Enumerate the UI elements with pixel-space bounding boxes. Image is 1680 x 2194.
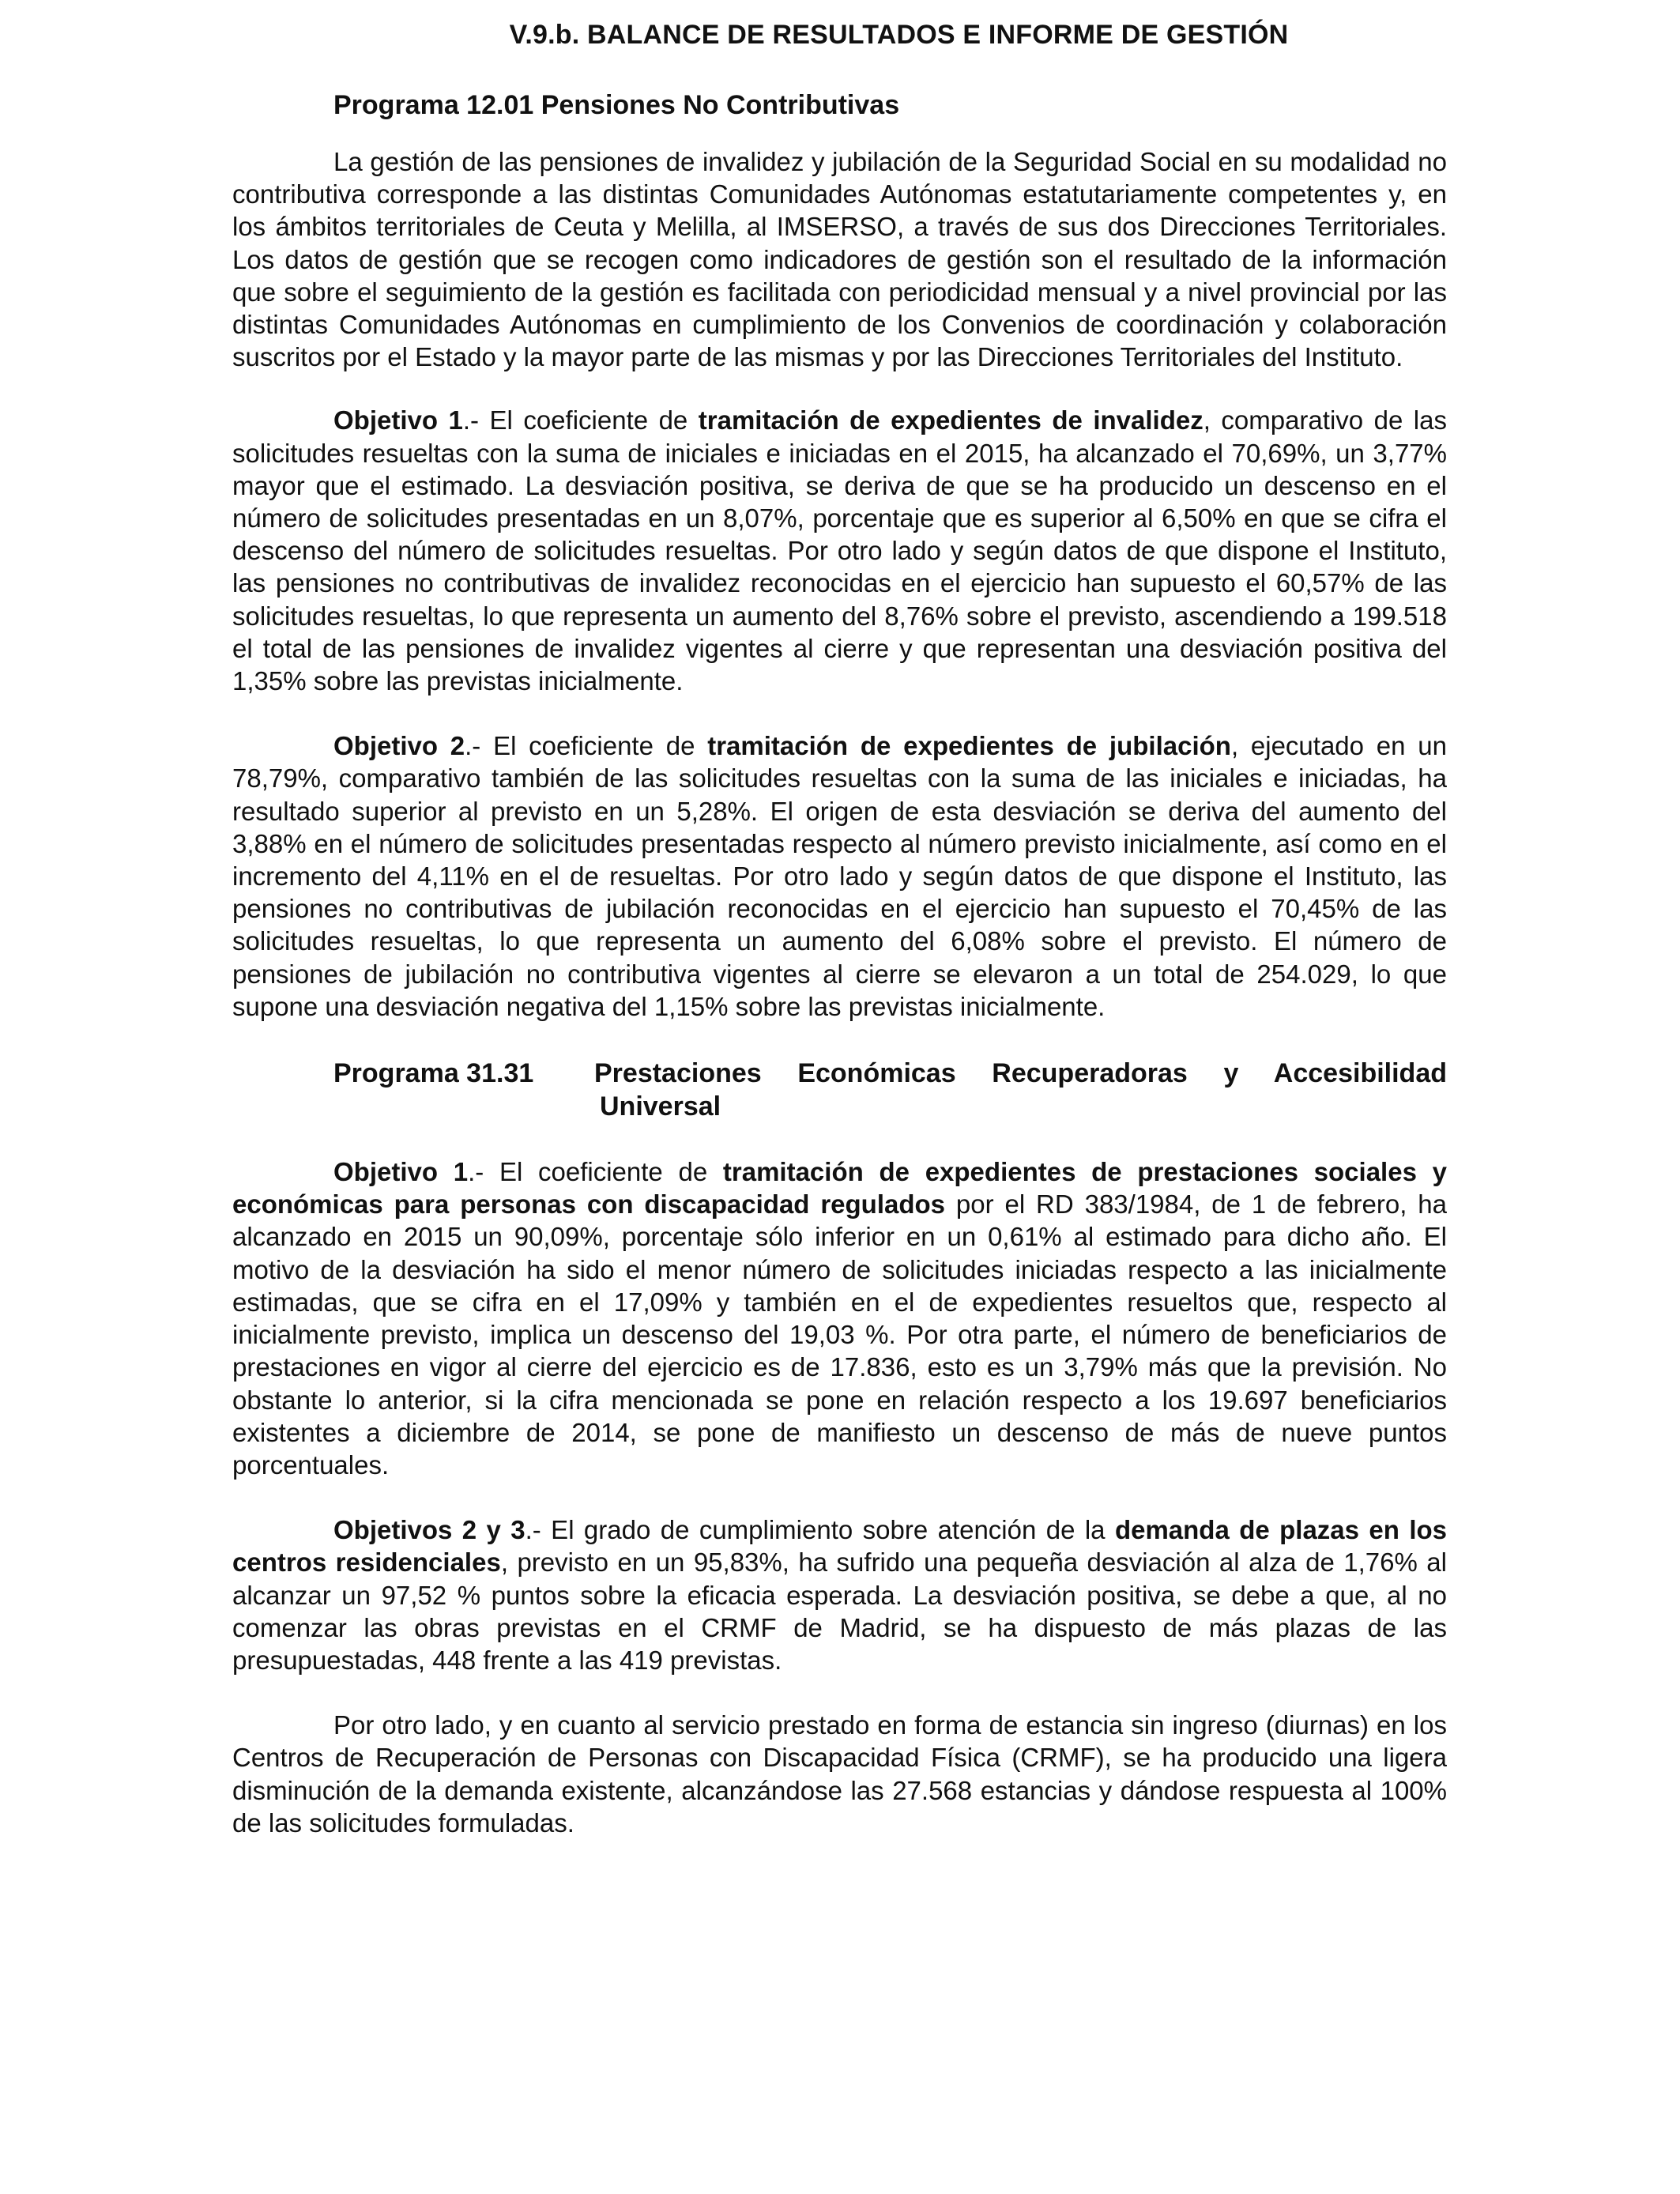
p2-objectives-2-3-emphasis: demanda de plazas en los centros residenciales xyxy=(232,1515,1447,1578)
objective-1-label: Objetivo 1 xyxy=(333,405,463,435)
objective-1-lead-text: .- El coeficiente de xyxy=(462,405,699,435)
program-31-31-objectives-2-3-paragraph xyxy=(232,1514,1447,1676)
program-31-31-title xyxy=(594,1057,1447,1123)
p2-objective-1-lead-text: .- El coeficiente de xyxy=(468,1157,723,1187)
program-31-31-objective-1-paragraph xyxy=(232,1155,1447,1481)
document-body xyxy=(232,19,1447,1839)
p2-objectives-2-3-label: Objetivos 2 y 3 xyxy=(333,1515,525,1545)
program-31-31-heading xyxy=(232,1057,1447,1123)
p2-objective-1-body-text: por el RD 383/1984, de 1 de febrero, ha alcanzado en 2015 un 90,09%, porcentaje sólo inferior en un 0,61% al estimado para dicho año. El motivo de la desviación ha sido el menor número de solicitudes iniciadas respecto a las inicialmente estimadas, que se cifra en el 17,09% y también en el de expedientes resueltos que, respecto al inicialmente previsto, implica un descenso del 19,03 %. Por otra parte, el número de beneficiarios de prestaciones en vigor al cierre del ejercicio es de 17.836, esto es un 3,79% más que la previsión. No obstante lo anterior, si la cifra mencionada se pone en relación respecto a los 19.697 beneficiarios existentes a diciembre de 2014, se pone de manifiesto un descenso de más de nueve puntos porcentuales. xyxy=(232,1189,1447,1480)
program-12-01-objective-2-paragraph xyxy=(232,729,1447,1023)
p2-objectives-2-3-body-text: , previsto en un 95,83%, ha sufrido una pequeña desviación al alza de 1,76% al alcanzar un 97,52 % puntos sobre la eficacia esperada. La desviación positiva, se debe a que, al no comenzar las obras previstas en el CRMF de Madrid, se ha dispuesto de más plazas de las presupuestadas, 448 frente a las 419 previstas. xyxy=(232,1547,1447,1675)
program-31-31-title-line-1: Prestaciones Económicas Recuperadoras y Accesibilidad xyxy=(594,1058,1447,1089)
program-12-01-intro-paragraph: La gestión de las pensiones de invalidez y jubilación de la Seguridad Social en su modalidad no contributiva corresponde a las distintas Comunidades Autónomas estatutariamente competentes y, en los ámbitos territoriales de Ceuta y Melilla, al IMSERSO, a través de sus dos Direcciones Territoriales. Los datos de gestión que se recogen como indicadores de gestión son el resultado de la información que sobre el seguimiento de la gestión es facilitada con periodicidad mensual y a nivel provincial por las distintas Comunidades Autónomas en cumplimiento de los Convenios de coordinación y colaboración suscritos por el Estado y la mayor parte de las mismas y por las Direcciones Territoriales del Instituto. xyxy=(232,147,1447,372)
document-title: V.9.b. BALANCE DE RESULTADOS E INFORME DE GESTIÓN xyxy=(509,20,1289,50)
objective-1-body-text: , comparativo de las solicitudes resueltas con la suma de iniciales e iniciadas en el 2015, ha alcanzado el 70,69%, un 3,77% mayor que el estimado. La desviación positiva, se deriva de que se ha producido un descenso en el número de solicitudes presentadas en un 8,07%, porcentaje que es superior al 6,50% en que se cifra el descenso del número de solicitudes resueltas. Por otro lado y según datos de que dispone el Instituto, las pensiones no contributivas de invalidez reconocidas en el ejercicio han supuesto el 60,57% de las solicitudes resueltas, lo que representa un aumento del 8,76% sobre el previsto, ascendiendo a 199.518 el total de las pensiones de invalidez vigentes al cierre y que representan una desviación positiva del 1,35% sobre las previstas inicialmente. xyxy=(232,405,1447,696)
objective-2-lead-text: .- El coeficiente de xyxy=(465,731,708,761)
objective-1-emphasis: tramitación de expedientes de invalidez xyxy=(698,405,1203,435)
program-31-31-closing-paragraph: Por otro lado, y en cuanto al servicio prestado en forma de estancia sin ingreso (diurnas) en los Centros de Recuperación de Personas con Discapacidad Física (CRMF), se ha producido una ligera disminución de la demanda existente, alcanzándose las 27.568 estancias y dándose respuesta al 100% de las solicitudes formuladas. xyxy=(232,1710,1447,1838)
program-31-31-number: Programa 31.31 xyxy=(333,1058,534,1089)
p2-objective-1-label: Objetivo 1 xyxy=(333,1157,469,1187)
p2-objectives-2-3-lead-text: .- El grado de cumplimiento sobre atención de la xyxy=(525,1515,1115,1545)
program-12-01-objective-1-paragraph xyxy=(232,404,1447,697)
objective-2-body-text: , ejecutado en un 78,79%, comparativo también de las solicitudes resueltas con la suma de las iniciales e iniciadas, ha resultado superior al previsto en un 5,28%. El origen de esta desviación se deriva del aumento del 3,88% en el número de solicitudes presentadas respecto al número previsto inicialmente, así como en el incremento del 4,11% en el de resueltas. Por otro lado y según datos de que dispone el Instituto, las pensiones no contributivas de jubilación reconocidas en el ejercicio han supuesto el 70,45% de las solicitudes resueltas, lo que representa un aumento del 6,08% sobre el previsto. El número de pensiones de jubilación no contributiva vigentes al cierre se elevaron a un total de 254.029, lo que supone una desviación negativa del 1,15% sobre las previstas inicialmente. xyxy=(232,731,1447,1021)
objective-2-emphasis: tramitación de expedientes de jubilación xyxy=(707,731,1231,761)
program-12-01-heading: Programa 12.01 Pensiones No Contributivas xyxy=(333,90,900,120)
program-31-31-title-line-2: Universal xyxy=(600,1091,721,1122)
objective-2-label: Objetivo 2 xyxy=(333,731,465,761)
p2-objective-1-emphasis: tramitación de expedientes de prestaciones sociales y económicas para personas con discapacidad regulados xyxy=(232,1157,1447,1220)
